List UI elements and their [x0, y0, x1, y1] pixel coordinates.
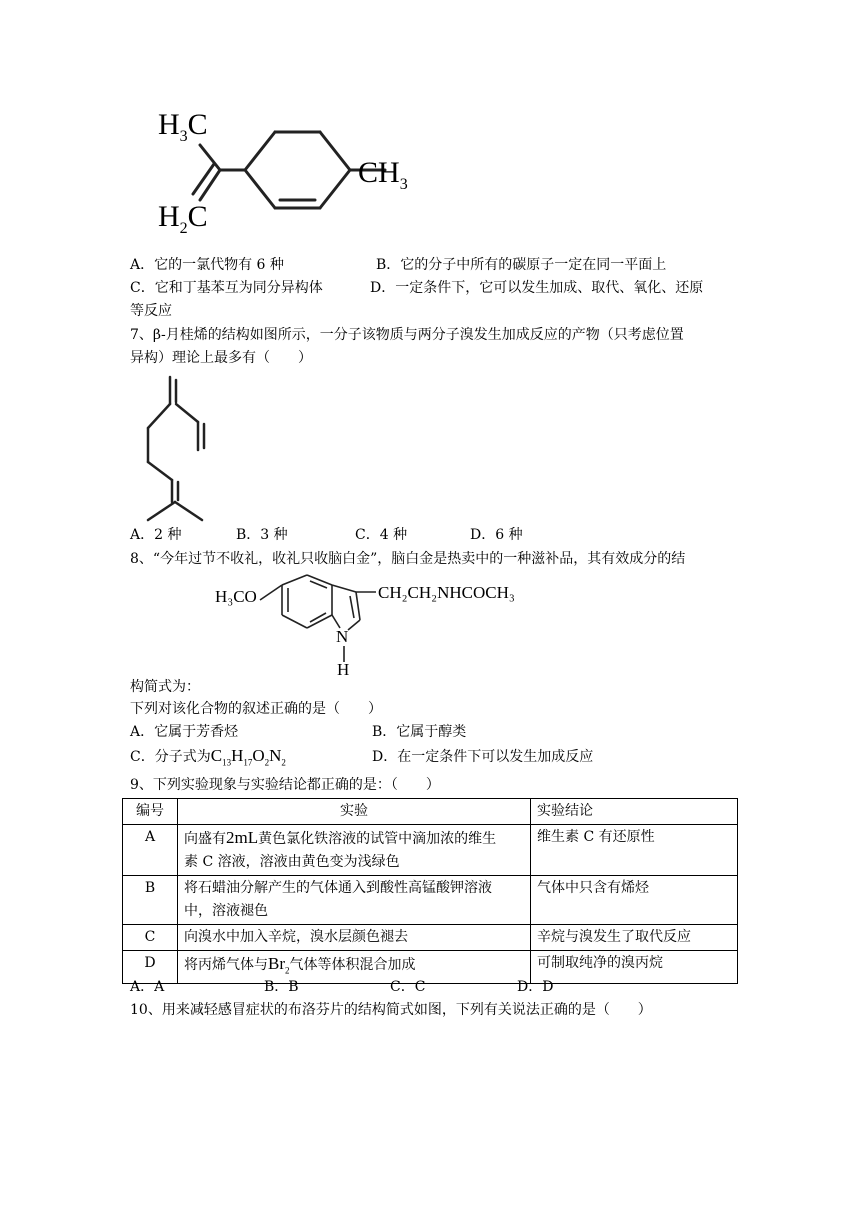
- row-experiment: 向盛有2mL黄色氯化铁溶液的试管中滴加浓的维生 素 C 溶液，溶液由黄色变为浅绿色: [178, 825, 531, 876]
- q7-option-c: C．4 种: [355, 527, 408, 543]
- q7-stem-line1: 7、β-月桂烯的结构如图所示，一分子该物质与两分子溴发生加成反应的产物（只考虑位置: [130, 327, 684, 343]
- table-row: [123, 876, 738, 925]
- q6-option-a: A．它的一氯代物有 6 种: [130, 257, 284, 273]
- row-id: A: [123, 825, 178, 876]
- myrcene-structure: [130, 372, 220, 524]
- row-conclusion: 可制取纯净的溴丙烷: [531, 951, 738, 984]
- side-chain-label: CH₂CH₂NHCOCH₃: [378, 583, 515, 602]
- table-header-row: [123, 799, 738, 825]
- row-conclusion: 维生素 C 有还原性: [531, 825, 738, 876]
- row-id: B: [123, 876, 178, 925]
- q10-stem: 10、用来减轻感冒症状的布洛芬片的结构简式如图，下列有关说法正确的是（ ）: [130, 1002, 652, 1018]
- q9-stem: 9、下列实验现象与实验结论都正确的是：（ ）: [130, 777, 440, 793]
- q6-option-d-cont: 等反应: [130, 303, 172, 319]
- row-id: C: [123, 925, 178, 951]
- row-conclusion: 辛烷与溴发生了取代反应: [531, 925, 738, 951]
- experiment-table: [122, 798, 738, 984]
- table-row: [123, 825, 738, 876]
- melatonin-structure: [210, 570, 570, 682]
- h3c-label: $H_3C$: [158, 108, 208, 145]
- q6-option-c: C．它和丁基苯互为同分异构体: [130, 280, 323, 296]
- myrcene-diagram: [130, 372, 220, 524]
- q9-option-c: C．C: [390, 979, 426, 995]
- row-id: D: [123, 951, 178, 984]
- header-experiment: 实验: [178, 799, 531, 825]
- q7-option-a: A．2 种: [130, 527, 182, 543]
- q8-stem-line2: 构简式为：: [130, 679, 200, 695]
- q9-option-d: D．D: [517, 979, 554, 995]
- row-experiment: 将丙烯气体与$Br_2$气体等体积混合加成: [178, 951, 531, 984]
- q8-option-c: C．分子式为$C_{13}H_{17}O_2N_2$: [130, 746, 286, 768]
- q7-option-d: D．6 种: [470, 527, 523, 543]
- nitrogen-label: N: [336, 627, 349, 646]
- row-experiment: 向溴水中加入辛烷，溴水层颜色褪去: [178, 925, 531, 951]
- q6-option-b: B．它的分子中所有的碳原子一定在同一平面上: [376, 257, 667, 273]
- row-experiment: 将石蜡油分解产生的气体通入到酸性高锰酸钾溶液 中，溶液褪色: [178, 876, 531, 925]
- ch3-label: $CH_3$: [358, 156, 408, 193]
- q9-option-a: A．A: [130, 979, 165, 995]
- header-conclusion: 实验结论: [531, 799, 738, 825]
- q8-stem-line1: 8、“今年过节不收礼，收礼只收脑白金”，脑白金是热卖中的一种滋补品，其有效成分的结: [130, 551, 686, 567]
- q8-stem-line3: 下列对该化合物的叙述正确的是（ ）: [130, 701, 382, 717]
- h2c-label: $H_2C$: [158, 200, 208, 237]
- molecular-formula: $C_{13}H_{17}O_2N_2$: [210, 746, 286, 768]
- q7-option-b: B．3 种: [236, 527, 288, 543]
- q7-stem-line2: 异构）理论上最多有（ ）: [130, 350, 312, 366]
- limonene-structure: [130, 100, 420, 255]
- table-row: [123, 925, 738, 951]
- q9-option-b: B．B: [264, 979, 299, 995]
- q8-option-a: A．它属于芳香烃: [130, 724, 239, 740]
- table-row: [123, 951, 738, 984]
- methoxy-label: H₃CO: [215, 587, 257, 606]
- header-id: 编号: [123, 799, 178, 825]
- q6-option-d: D．一定条件下，它可以发生加成、取代、氧化、还原: [370, 280, 704, 296]
- hydrogen-label: H: [337, 660, 350, 679]
- q8-option-d: D．在一定条件下可以发生加成反应: [372, 749, 594, 765]
- row-conclusion: 气体中只含有烯烃: [531, 876, 738, 925]
- q8-option-b: B．它属于醇类: [372, 724, 467, 740]
